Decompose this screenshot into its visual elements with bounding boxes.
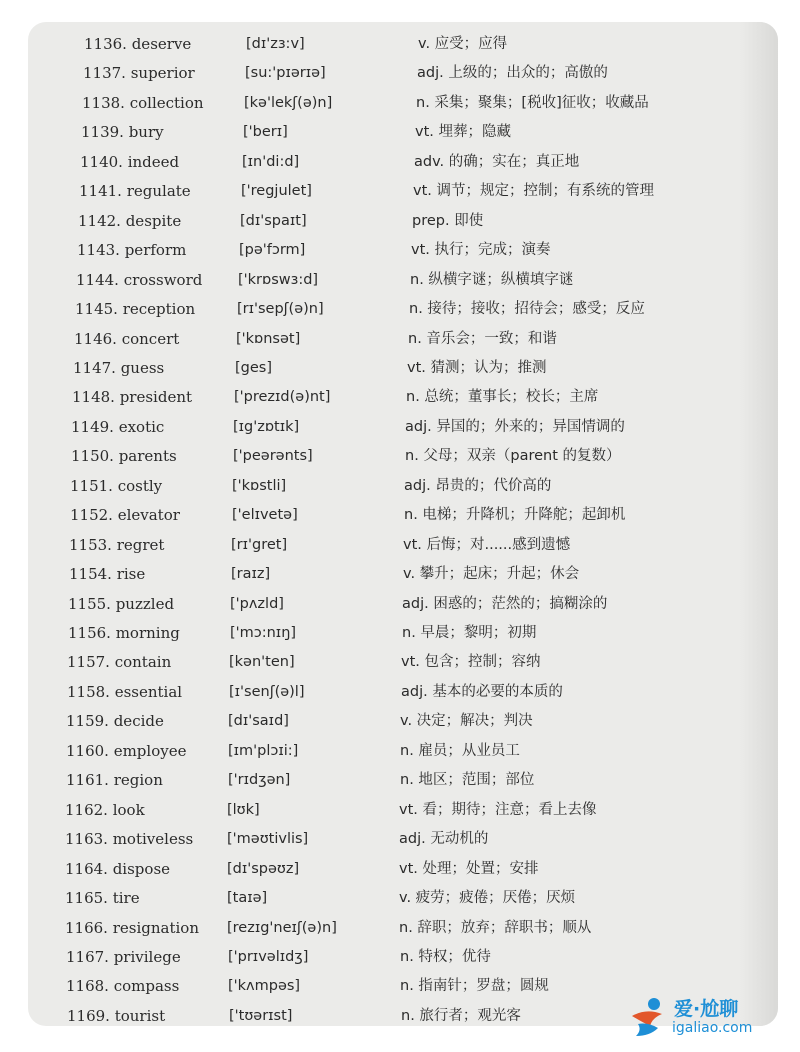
entry-meaning: n. 总统；董事长；校长；主席 xyxy=(406,389,599,406)
entry-word: 1137. superior xyxy=(83,64,195,83)
entry-phonetic: [dɪ'zɜ:v] xyxy=(246,36,305,52)
entry-meaning: vt. 执行；完成；演奏 xyxy=(411,242,551,259)
entry-phonetic: ['kɒnsət] xyxy=(236,330,301,347)
entry-phonetic: ['tʊərɪst] xyxy=(229,1007,293,1024)
entry-word: 1157. contain xyxy=(67,653,172,672)
watermark-url: igaliao.com xyxy=(672,1020,753,1036)
entry-word: 1151. costly xyxy=(70,476,163,495)
vocab-entry xyxy=(28,354,767,382)
entry-meaning: n. 雇员；从业员工 xyxy=(400,742,520,759)
entry-phonetic: [dɪ'saɪd] xyxy=(228,713,289,730)
entry-phonetic: ['krɒswɜ:d] xyxy=(238,271,319,288)
entry-phonetic: [pə'fɔrm] xyxy=(239,242,306,259)
watermark-brand: 爱·尬聊 xyxy=(674,998,739,1020)
entry-meaning: vt. 调节；规定；控制；有系统的管理 xyxy=(413,183,654,200)
entry-meaning: n. 父母；双亲（parent 的复数） xyxy=(405,448,621,465)
entry-word: 1142. despite xyxy=(78,211,182,230)
vocab-entry xyxy=(28,236,771,264)
vocab-entry xyxy=(28,766,760,794)
entry-word: 1156. morning xyxy=(68,624,180,642)
entry-meaning: n. 旅行者；观光客 xyxy=(401,1007,521,1024)
vocab-entry xyxy=(28,825,759,853)
entry-meaning: adv. 的确；实在；真正地 xyxy=(414,153,580,170)
entry-word: 1153. regret xyxy=(69,535,165,554)
entry-phonetic: ['mɔ:nɪŋ] xyxy=(230,625,297,641)
entry-word: 1141. regulate xyxy=(79,182,191,201)
entry-meaning: adj. 异国的；外来的；异国情调的 xyxy=(405,418,625,435)
entry-phonetic: [kən'ten] xyxy=(229,654,295,671)
vocab-entry xyxy=(28,678,761,706)
entry-word: 1152. elevator xyxy=(70,506,180,525)
vocab-entry xyxy=(28,266,770,294)
entry-phonetic: ['rɪdʒən] xyxy=(228,772,291,789)
entry-meaning: adj. 昂贵的；代价高的 xyxy=(404,477,552,494)
vocab-entry xyxy=(28,295,769,323)
vocab-entry xyxy=(28,148,774,176)
entry-meaning: vt. 后悔；对......感到遗憾 xyxy=(403,536,571,553)
entry-meaning: n. 指南针；罗盘；圆规 xyxy=(400,978,549,995)
entry-word: 1145. reception xyxy=(75,300,196,319)
entry-phonetic: [kə'lekʃ(ə)n] xyxy=(244,94,333,111)
entry-word: 1169. tourist xyxy=(67,1006,166,1025)
entry-phonetic: ['kʌmpəs] xyxy=(228,978,301,995)
entry-meaning: adj. 上级的；出众的；高傲的 xyxy=(417,65,608,82)
entry-phonetic: [ɪg'zɒtɪk] xyxy=(233,418,300,435)
vocab-entry xyxy=(28,737,760,765)
vocab-entry xyxy=(28,943,760,971)
mascot-icon xyxy=(628,996,668,1040)
vocab-entry xyxy=(28,501,764,529)
entry-phonetic: [su:'pɪərɪə] xyxy=(245,65,326,82)
entry-meaning: v. 决定；解决；判决 xyxy=(400,713,533,730)
entry-phonetic: [raɪz] xyxy=(231,566,271,583)
entry-word: 1165. tire xyxy=(65,889,140,908)
entry-phonetic: [rezɪg'neɪʃ(ə)n] xyxy=(227,919,337,936)
entry-meaning: n. 早晨；黎明；初期 xyxy=(402,625,537,641)
entry-word: 1162. look xyxy=(65,800,145,819)
entry-phonetic: ['elɪvetə] xyxy=(232,507,298,524)
entry-meaning: v. 疲劳；疲倦；厌倦；厌烦 xyxy=(399,890,576,907)
entry-meaning: vt. 处理；处置；安排 xyxy=(399,860,539,877)
entry-phonetic: [ɪ'senʃ(ə)l] xyxy=(229,683,305,700)
entry-phonetic: ['prɪvəlɪdʒ] xyxy=(228,948,309,965)
entry-word: 1168. compass xyxy=(66,977,180,996)
entry-word: 1146. concert xyxy=(74,329,180,348)
entry-word: 1150. parents xyxy=(71,447,177,466)
entry-word: 1154. rise xyxy=(69,565,146,584)
vocab-entry xyxy=(28,531,763,559)
vocab-entry xyxy=(28,30,778,58)
entry-phonetic: [rɪ'gret] xyxy=(231,536,288,553)
vocab-entry xyxy=(28,796,759,824)
entry-phonetic: [ɪn'di:d] xyxy=(242,153,300,170)
entry-word: 1167. privilege xyxy=(66,947,181,966)
entry-word: 1140. indeed xyxy=(80,152,180,171)
vocab-entry xyxy=(28,442,765,470)
vocab-entry xyxy=(28,413,765,441)
entry-phonetic: [dɪ'spaɪt] xyxy=(240,212,307,229)
entry-meaning: n. 纵横字谜；纵横填字谜 xyxy=(410,271,574,288)
entry-phonetic: [ɪm'plɔɪi:] xyxy=(228,742,299,759)
vocab-entry xyxy=(28,118,775,146)
watermark-logo xyxy=(628,994,788,1042)
entry-word: 1148. president xyxy=(72,388,193,407)
entry-meaning: n. 音乐会；一致；和谐 xyxy=(408,330,557,347)
entry-word: 1139. bury xyxy=(81,123,164,142)
vocab-entry xyxy=(28,619,762,647)
entry-word: 1166. resignation xyxy=(65,918,199,937)
entry-meaning: adj. 无动机的 xyxy=(399,831,489,848)
entry-phonetic: [taɪə] xyxy=(227,890,268,907)
entry-word: 1161. region xyxy=(66,771,163,790)
vocab-entry xyxy=(28,914,759,942)
entry-word: 1149. exotic xyxy=(71,417,165,436)
entry-word: 1144. crossword xyxy=(76,270,203,289)
entry-phonetic: [dɪ'spəʊz] xyxy=(227,860,300,877)
vocab-entry xyxy=(28,590,762,618)
entry-meaning: n. 地区；范围；部位 xyxy=(400,772,535,789)
vocab-entry xyxy=(28,855,759,883)
entry-phonetic: [ges] xyxy=(235,359,272,376)
vocab-entry xyxy=(28,325,768,353)
vocabulary-page xyxy=(28,22,778,1026)
entry-word: 1138. collection xyxy=(82,93,204,112)
entry-meaning: adj. 困惑的；茫然的；搞糊涂的 xyxy=(402,595,608,612)
entry-phonetic: ['kɒstli] xyxy=(232,477,287,494)
entry-phonetic: ['peərənts] xyxy=(233,448,313,465)
entry-word: 1160. employee xyxy=(66,741,187,760)
entry-meaning: vt. 猜测；认为；推测 xyxy=(407,359,547,376)
entry-phonetic: [lʊk] xyxy=(227,801,260,818)
entry-meaning: vt. 包含；控制；容纳 xyxy=(401,654,541,671)
entry-meaning: v. 应受；应得 xyxy=(418,36,508,52)
entry-word: 1163. motiveless xyxy=(65,830,194,849)
entry-meaning: n. 采集；聚集；[税收]征收；收藏品 xyxy=(416,94,649,111)
entry-phonetic: [rɪ'sepʃ(ə)n] xyxy=(237,301,324,318)
entry-phonetic: ['berɪ] xyxy=(243,124,288,141)
entry-phonetic: ['prezɪd(ə)nt] xyxy=(234,389,331,406)
vocab-entry xyxy=(28,472,764,500)
vocab-entry xyxy=(28,560,763,588)
entry-word: 1164. dispose xyxy=(65,859,171,878)
vocab-entry xyxy=(28,707,760,735)
entry-meaning: v. 攀升；起床；升起；休会 xyxy=(403,566,580,583)
vocab-entry xyxy=(28,89,776,117)
entry-phonetic: ['məʊtivlis] xyxy=(227,831,309,848)
entry-meaning: vt. 看；期待；注意；看上去像 xyxy=(399,801,597,818)
vocab-entry xyxy=(28,383,766,411)
vocab-entry xyxy=(28,59,777,87)
entry-meaning: prep. 即使 xyxy=(412,212,484,229)
entry-word: 1136. deserve xyxy=(84,35,192,53)
entry-word: 1155. puzzled xyxy=(68,594,175,613)
entry-meaning: adj. 基本的必要的本质的 xyxy=(401,683,563,700)
vocab-entry xyxy=(28,177,773,205)
entry-word: 1158. essential xyxy=(67,682,183,701)
entry-meaning: n. 辞职；放弃；辞职书；顺从 xyxy=(399,919,592,936)
page-binding-shadow xyxy=(740,22,778,1026)
vocab-entry xyxy=(28,648,761,676)
entry-meaning: n. 特权；优待 xyxy=(400,948,491,965)
entry-meaning: n. 电梯；升降机；升降舵；起卸机 xyxy=(404,507,626,524)
entry-word: 1159. decide xyxy=(66,712,164,731)
vocab-entry xyxy=(28,884,759,912)
entry-word: 1147. guess xyxy=(73,358,165,377)
entry-meaning: n. 接待；接收；招待会；感受；反应 xyxy=(409,301,645,318)
entry-meaning: vt. 埋葬；隐藏 xyxy=(415,124,511,141)
entry-phonetic: ['regjulet] xyxy=(241,183,312,200)
vocab-entry xyxy=(28,207,772,235)
entry-word: 1143. perform xyxy=(77,241,187,260)
entry-phonetic: ['pʌzld] xyxy=(230,595,284,612)
